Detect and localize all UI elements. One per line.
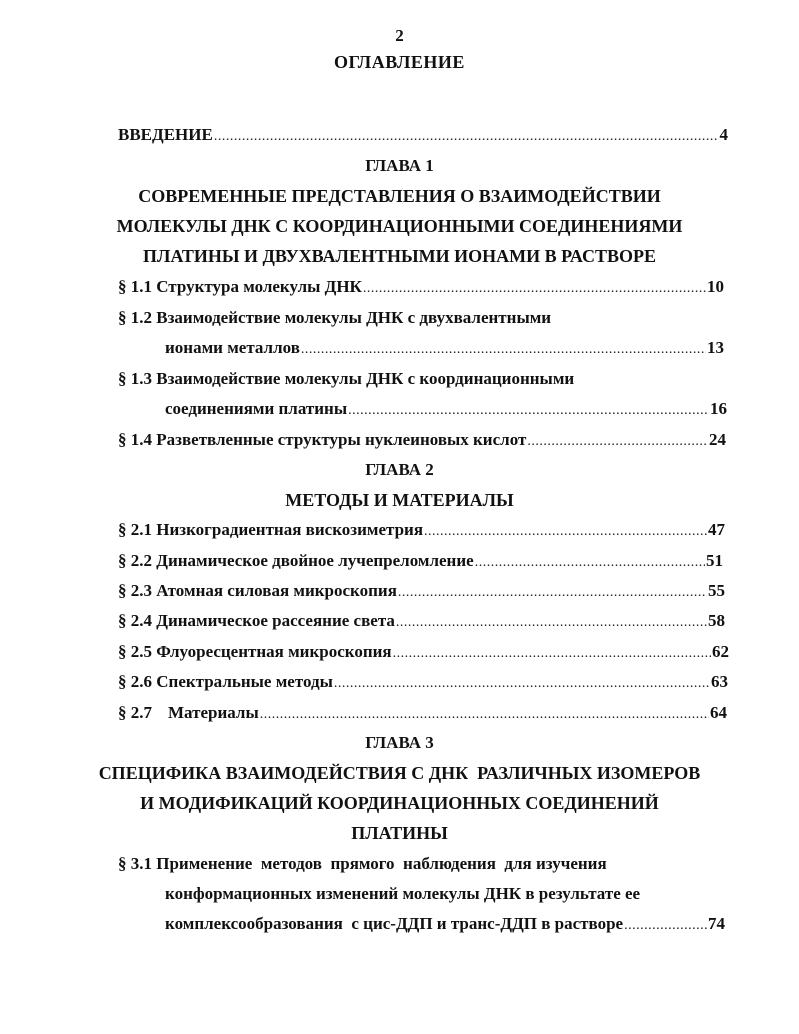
leader-dots <box>396 615 707 631</box>
entry-page: 64 <box>710 703 727 722</box>
leader-dots <box>214 129 719 145</box>
toc-entry-2-7[interactable] <box>118 703 727 725</box>
toc-entry-2-5[interactable] <box>118 642 729 664</box>
entry-page: 47 <box>708 520 725 539</box>
section-number: § 2.1 <box>118 520 152 539</box>
toc-entry-3-1-line3[interactable] <box>165 914 725 936</box>
entry-label: Взаимодействие молекулы ДНК с координационными <box>156 369 575 388</box>
toc-entry-1-4[interactable] <box>118 430 726 452</box>
entry-label: Разветвленные структуры нуклеиновых кислот <box>156 430 527 449</box>
entry-page: 58 <box>708 611 725 630</box>
toc-entry-1-1[interactable] <box>118 277 724 299</box>
entry-label: Флуоресцентная микроскопия <box>156 642 392 661</box>
entry-page: 24 <box>709 430 726 449</box>
section-number: § 1.4 <box>118 430 152 449</box>
leader-dots <box>398 585 707 601</box>
section-number: § 2.5 <box>118 642 152 661</box>
toc-entry-3-1-line1[interactable] <box>118 854 607 874</box>
entry-label: Атомная силовая микроскопия <box>156 581 397 600</box>
leader-dots <box>363 281 706 297</box>
entry-label-continued: конформационных изменений молекулы ДНК в результате ее <box>165 884 641 903</box>
entry-page: 74 <box>708 914 725 933</box>
toc-entry-1-3-line2[interactable] <box>165 399 727 421</box>
leader-dots <box>348 403 709 419</box>
entry-page: 10 <box>707 277 724 296</box>
chapter-3-title-line: ПЛАТИНЫ <box>351 823 448 843</box>
chapter-1-heading: ГЛАВА 1 <box>365 156 434 175</box>
section-number: § 1.2 <box>118 308 152 327</box>
leader-dots <box>301 342 706 358</box>
chapter-1-title-line: ПЛАТИНЫ И ДВУХВАЛЕНТНЫМИ ИОНАМИ В РАСТВОРЕ <box>143 246 656 266</box>
section-number: § 2.2 <box>118 551 152 570</box>
entry-page: 62 <box>712 642 729 661</box>
section-number: § 2.3 <box>118 581 152 600</box>
section-number: § 2.6 <box>118 672 152 691</box>
chapter-3-heading: ГЛАВА 3 <box>365 733 434 752</box>
entry-page: 13 <box>707 338 724 357</box>
chapter-1-title-line: МОЛЕКУЛЫ ДНК С КООРДИНАЦИОННЫМИ СОЕДИНЕНИЯМИ <box>116 216 683 236</box>
toc-entry-2-2[interactable] <box>118 551 723 573</box>
leader-dots <box>527 434 708 450</box>
toc-entry-2-1[interactable] <box>118 520 725 542</box>
entry-label: Взаимодействие молекулы ДНК с двухвалентными <box>156 308 552 327</box>
entry-page: 55 <box>708 581 725 600</box>
section-number: § 2.4 <box>118 611 152 630</box>
entry-label-continued: соединениями платины <box>165 399 348 418</box>
chapter-2-title-line: МЕТОДЫ И МАТЕРИАЛЫ <box>285 490 514 510</box>
entry-label: Динамическое рассеяние света <box>156 611 395 630</box>
entry-page: 63 <box>711 672 728 691</box>
entry-page: 16 <box>710 399 727 418</box>
entry-label: Динамическое двойное лучепреломление <box>156 551 474 570</box>
chapter-3-title-line: И МОДИФИКАЦИЙ КООРДИНАЦИОННЫХ СОЕДИНЕНИЙ <box>140 793 659 813</box>
chapter-1-title-line: СОВРЕМЕННЫЕ ПРЕДСТАВЛЕНИЯ О ВЗАИМОДЕЙСТВИИ <box>138 186 661 206</box>
leader-dots <box>475 555 705 571</box>
toc-entry-1-2-line2[interactable] <box>165 338 724 360</box>
entry-label-continued: ионами металлов <box>165 338 300 357</box>
entry-label-continued: комплексообразования с цис-ДДП и транс-ДДП в растворе <box>165 914 624 933</box>
page-number: 2 <box>395 26 404 45</box>
chapter-2-heading: ГЛАВА 2 <box>365 460 434 479</box>
entry-label: Применение методов прямого наблюдения для изучения <box>156 854 607 873</box>
entry-label: Спектральные методы <box>156 672 333 691</box>
chapter-3-title-line: СПЕЦИФИКА ВЗАИМОДЕЙСТВИЯ С ДНК РАЗЛИЧНЫХ ИЗОМЕРОВ <box>98 763 701 783</box>
section-number: § 3.1 <box>118 854 152 873</box>
entry-label: Структура молекулы ДНК <box>156 277 362 296</box>
toc-entry-introduction[interactable] <box>118 125 728 147</box>
leader-dots <box>424 524 707 540</box>
leader-dots <box>624 918 707 934</box>
entry-label: Материалы <box>168 703 259 722</box>
section-number: § 2.7 <box>118 703 152 722</box>
toc-entry-2-4[interactable] <box>118 611 725 633</box>
entry-label: Низкоградиентная вискозиметрия <box>156 520 424 539</box>
section-number: § 1.1 <box>118 277 152 296</box>
toc-title: ОГЛАВЛЕНИЕ <box>334 52 465 72</box>
toc-entry-1-2-line1[interactable] <box>118 308 551 328</box>
section-number: § 1.3 <box>118 369 152 388</box>
leader-dots <box>260 707 709 723</box>
toc-entry-2-6[interactable] <box>118 672 728 694</box>
toc-entry-3-1-line2[interactable] <box>165 884 640 904</box>
leader-dots <box>334 676 710 692</box>
leader-dots <box>393 646 711 662</box>
entry-label: ВВЕДЕНИЕ <box>118 125 213 144</box>
entry-page: 4 <box>719 125 728 144</box>
toc-entry-2-3[interactable] <box>118 581 725 603</box>
toc-entry-1-3-line1[interactable] <box>118 369 574 389</box>
entry-page: 51 <box>706 551 723 570</box>
